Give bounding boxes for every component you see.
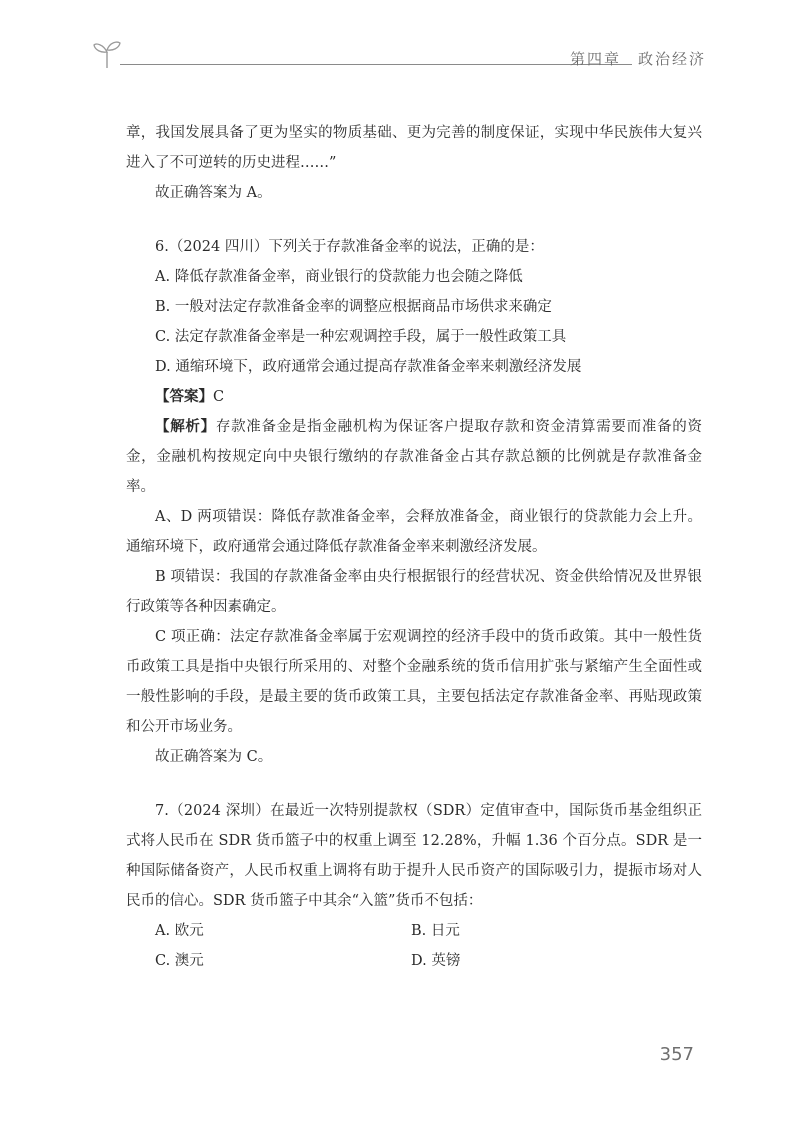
answer-value: C (213, 389, 225, 405)
question-6-option-a: A. 降低存款准备金率，商业银行的贷款能力也会随之降低 (155, 269, 523, 285)
analysis-text: 存款准备金是指金融机构为保证客户提取存款和资金清算需要而准备的资金，金融机构按规定向中央银行缴纳的存款准备金占其存款总额的比例就是存款准备金率。 (126, 419, 702, 495)
page-number: 357 (659, 1044, 694, 1065)
question-7-option-c: C. 澳元 (155, 953, 204, 969)
question-6-analysis (126, 412, 702, 502)
question-6-option-d: D. 通缩环境下，政府通常会通过提高存款准备金率来刺激经济发展 (155, 359, 582, 375)
analysis-tag: 【解析】 (155, 419, 216, 435)
question-7-option-a: A. 欧元 (155, 923, 204, 939)
page-header (92, 34, 712, 74)
question-7-options-row-2 (126, 946, 702, 976)
chapter-title: 第四章 政治经济 (569, 50, 706, 68)
question-7-option-d: D. 英镑 (411, 953, 461, 969)
question-6-stem: 6.（2024 四川）下列关于存款准备金率的说法，正确的是： (155, 239, 544, 255)
question-6-option-b: B. 一般对法定存款准备金率的调整应根据商品市场供求来确定 (155, 299, 552, 315)
question-7-options-row-1 (126, 916, 702, 946)
sprout-icon (92, 36, 122, 70)
analysis-ad: A、D 两项错误：降低存款准备金率，会释放准备金，商业银行的贷款能力会上升。通缩环境下，政府通常会通过降低存款准备金率来刺激经济发展。 (126, 509, 702, 555)
question-6-final-answer: 故正确答案为 C。 (155, 749, 273, 765)
question-7-stem: 7.（2024 深圳）在最近一次特别提款权（SDR）定值审查中，国际货币基金组织正式将人民币在 SDR 货币篮子中的权重上调至 12.28%，升幅 1.36 个百分点。SDR 是一种国际储备资产，人民币权重上调将有助于提升人民币资产的国际吸引力，提振市场对人民币的信心。SDR 货币篮子中其余“入篮”货币不包括： (126, 803, 702, 909)
analysis-b: B 项错误：我国的存款准备金率由央行根据银行的经营状况、资金供给情况及世界银行政策等各种因素确定。 (126, 569, 702, 615)
analysis-c: C 项正确：法定存款准备金率属于宏观调控的经济手段中的货币政策。其中一般性货币政策工具是指中央银行所采用的、对整个金融系统的货币信用扩张与紧缩产生全面性或一般性影响的手段，是最主要的货币政策工具，主要包括法定存款准备金率、再贴现政策和公开市场业务。 (126, 629, 702, 735)
header-rule (120, 64, 632, 65)
page-content (126, 118, 702, 976)
answer-tag: 【答案】 (155, 389, 213, 405)
question-7-option-b: B. 日元 (411, 923, 460, 939)
question-6-option-c: C. 法定存款准备金率是一种宏观调控手段，属于一般性政策工具 (155, 329, 567, 345)
intro-text: 章，我国发展具备了更为坚实的物质基础、更为完善的制度保证，实现中华民族伟大复兴进入了不可逆转的历史进程……” (126, 125, 702, 171)
intro-answer: 故正确答案为 A。 (155, 185, 272, 201)
question-6-answer (126, 382, 702, 412)
